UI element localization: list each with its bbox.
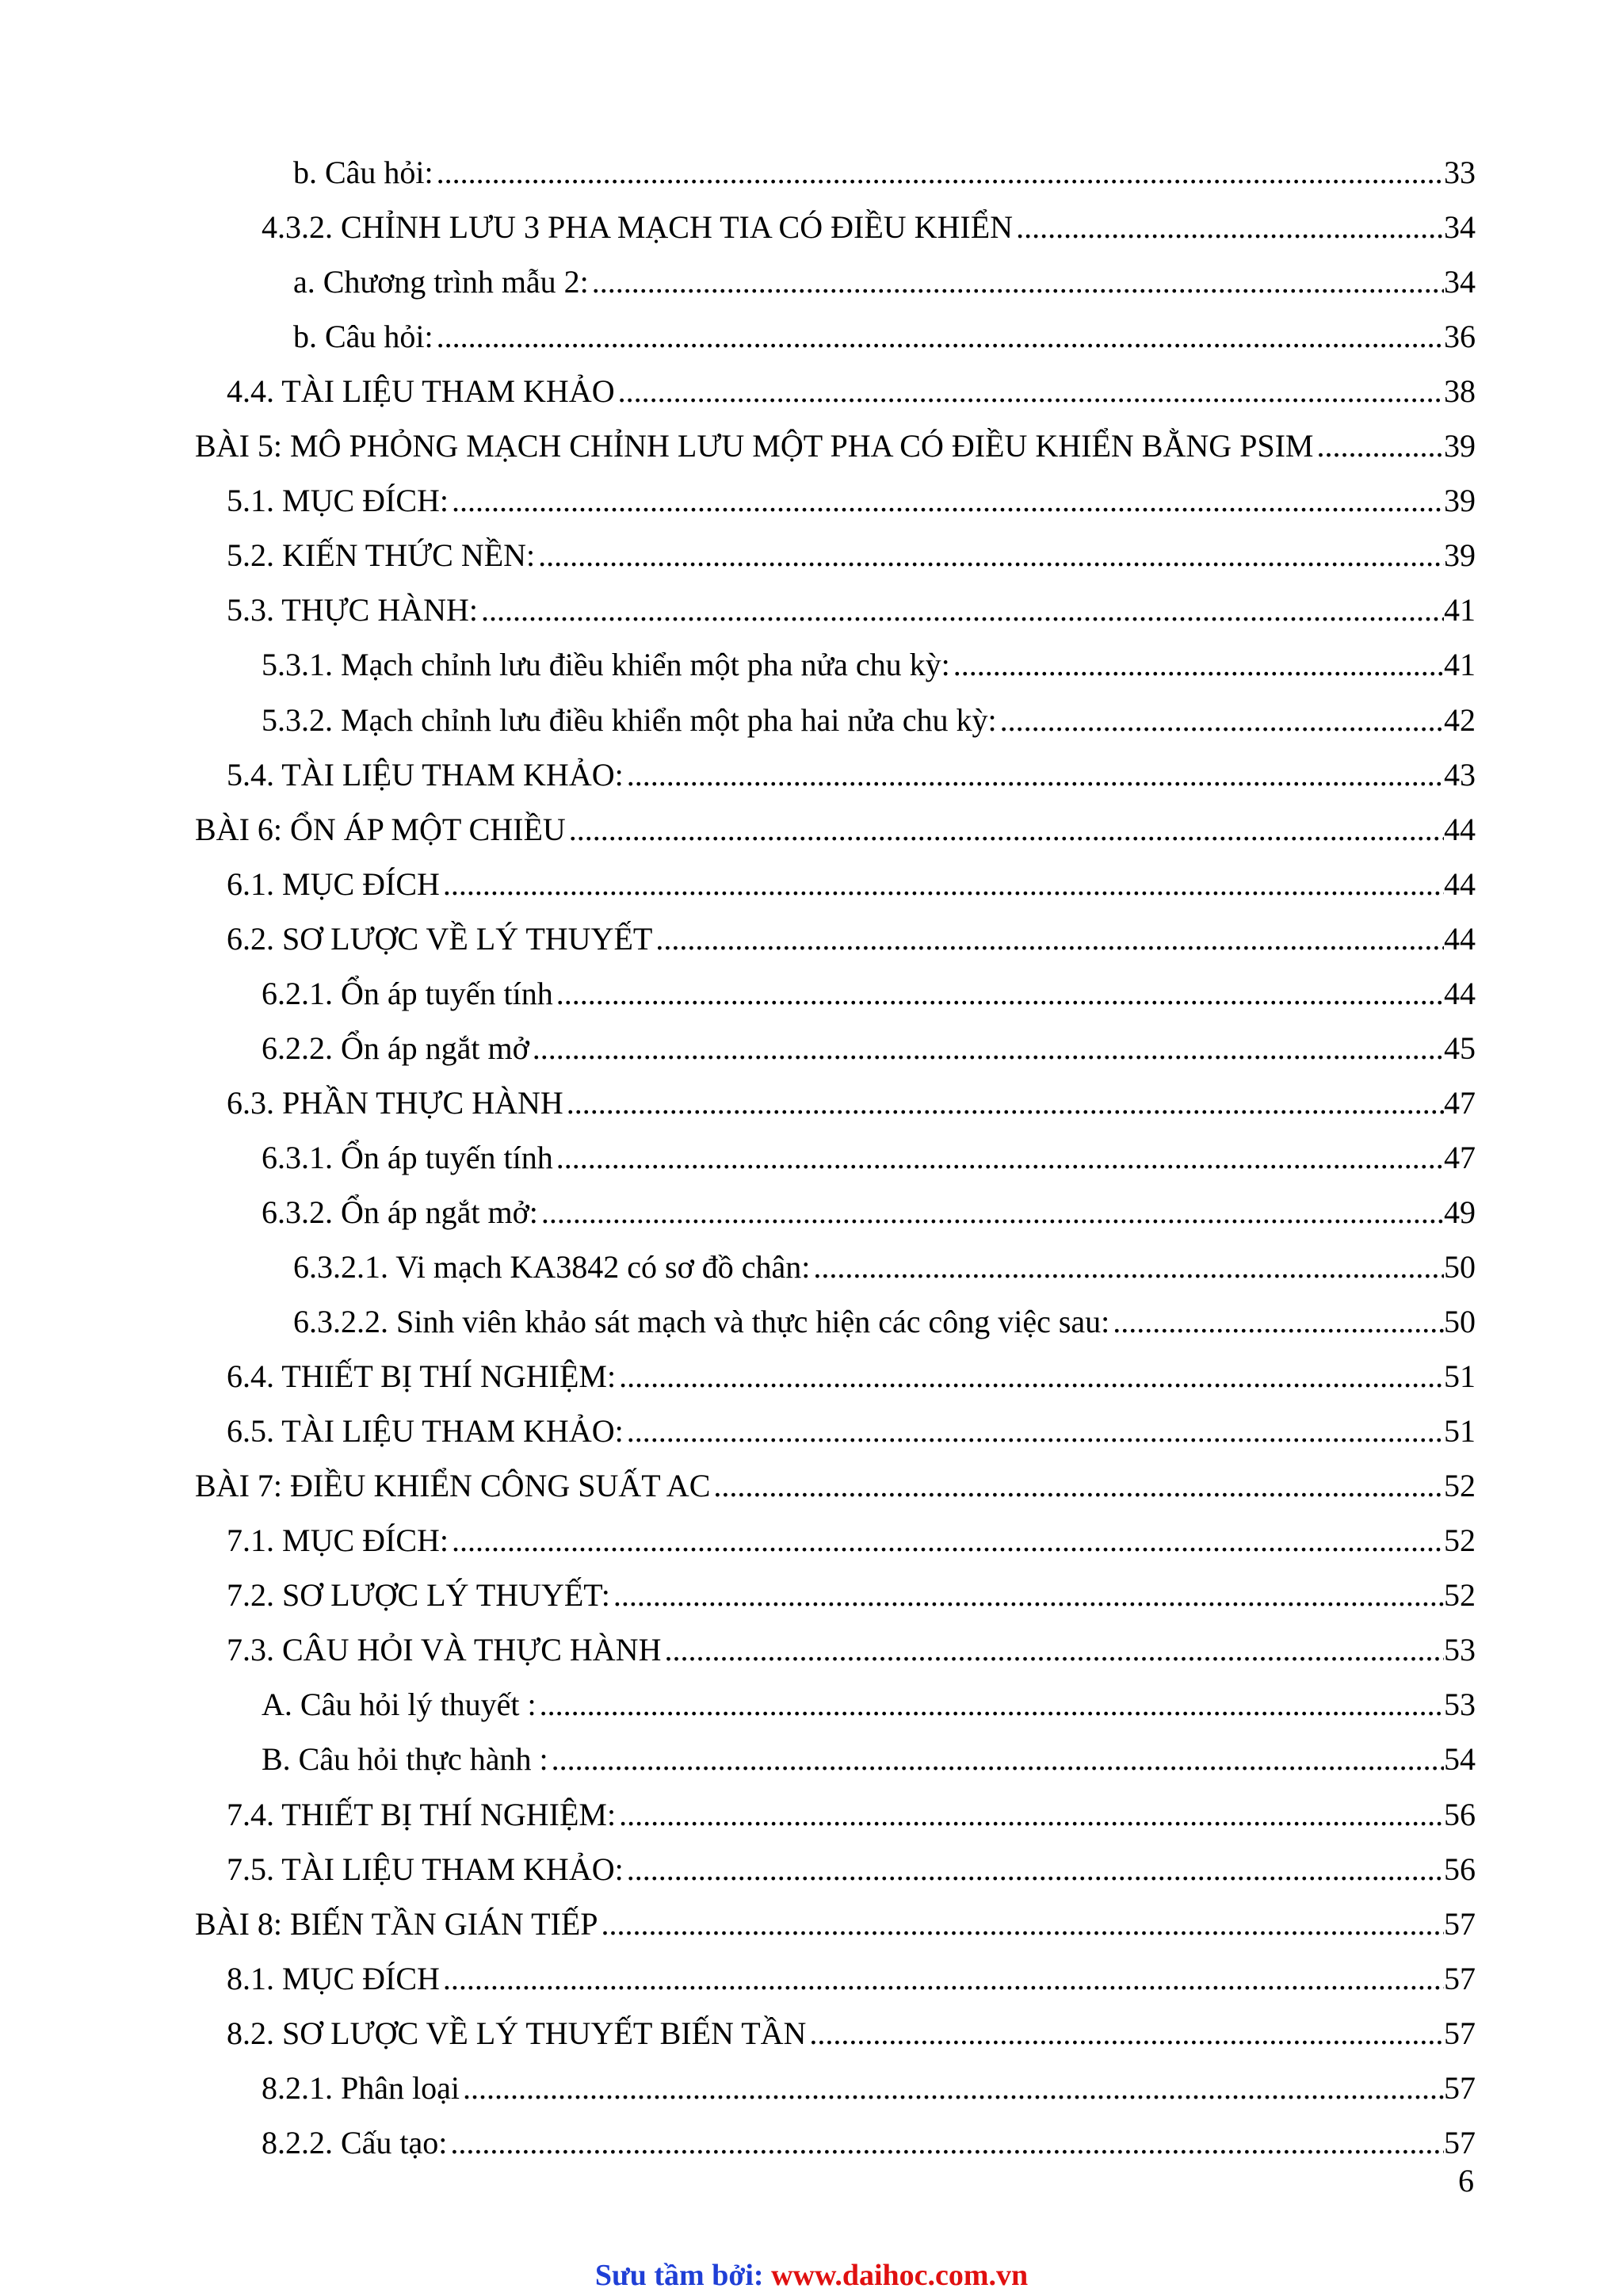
toc-entry-page: 45: [1444, 1030, 1476, 1066]
toc-entry-page: 38: [1444, 373, 1476, 410]
toc-entry-page: 52: [1444, 1522, 1476, 1559]
toc-entry-page: 36: [1444, 319, 1476, 355]
toc-entry[interactable]: [262, 2066, 1476, 2111]
toc-dot-leader: [618, 369, 1444, 414]
toc-entry-page: 47: [1444, 1139, 1476, 1175]
toc-entry-page: 49: [1444, 1194, 1476, 1230]
toc-entry[interactable]: [293, 315, 1476, 359]
toc-entry-title: a. Chương trình mẫu 2:: [293, 264, 589, 300]
toc-entry-page: 56: [1444, 1796, 1476, 1832]
toc-entry[interactable]: [227, 1793, 1476, 1837]
toc-entry[interactable]: [227, 479, 1476, 523]
toc-entry[interactable]: [293, 260, 1476, 304]
toc-entry-page: 34: [1444, 264, 1476, 300]
toc-dot-leader: [1016, 205, 1444, 250]
toc-entry-page: 57: [1444, 1905, 1476, 1942]
toc-entry-title: 6.4. THIẾT BỊ THÍ NGHIỆM:: [227, 1358, 617, 1395]
toc-entry-title: 6.3.2.1. Vi mạch KA3842 có sơ đồ chân:: [293, 1249, 811, 1285]
toc-entry[interactable]: [195, 808, 1476, 852]
toc-entry-page: 41: [1444, 592, 1476, 628]
toc-dot-leader: [452, 479, 1444, 523]
toc-dot-leader: [481, 588, 1444, 632]
toc-entry-page: 53: [1444, 1632, 1476, 1668]
toc-entry[interactable]: [262, 1737, 1476, 1782]
toc-entry[interactable]: [227, 588, 1476, 632]
toc-entry-title: 6.5. TÀI LIỆU THAM KHẢO:: [227, 1413, 624, 1450]
toc-entry-title: 6.3.2. Ổn áp ngắt mở:: [262, 1194, 538, 1230]
toc-entry[interactable]: [262, 1136, 1476, 1180]
toc-entry-title: 7.4. THIẾT BỊ THÍ NGHIỆM:: [227, 1796, 617, 1832]
toc-entry-page: 44: [1444, 811, 1476, 847]
toc-entry-page: 57: [1444, 2124, 1476, 2160]
toc-entry-title: 6.3.1. Ổn áp tuyến tính: [262, 1139, 553, 1175]
toc-entry-title: 5.1. MỤC ĐÍCH:: [227, 483, 449, 519]
toc-entry-page: 41: [1444, 647, 1476, 683]
toc-entry[interactable]: [227, 1519, 1476, 1563]
toc-dot-leader: [664, 1628, 1444, 1672]
toc-entry[interactable]: [262, 1683, 1476, 1727]
footer-site-link[interactable]: www.daihoc.com.vn: [771, 2259, 1029, 2292]
toc-entry-page: 50: [1444, 1304, 1476, 1340]
toc-dot-leader: [533, 1026, 1444, 1071]
toc-entry-page: 54: [1444, 1741, 1476, 1778]
toc-entry-page: 33: [1444, 155, 1476, 190]
toc-dot-leader: [450, 2121, 1444, 2165]
toc-dot-leader: [540, 1683, 1444, 1727]
toc-entry-title: 5.3.1. Mạch chỉnh lưu điều khiển một pha nửa chu kỳ:: [262, 647, 950, 683]
toc-entry[interactable]: [262, 205, 1476, 250]
toc-dot-leader: [556, 972, 1444, 1016]
page-number: 6: [1458, 2163, 1474, 2199]
toc-entry-page: 52: [1444, 1468, 1476, 1504]
toc-entry-page: 39: [1444, 483, 1476, 519]
toc-dot-leader: [437, 315, 1444, 359]
toc-entry[interactable]: [227, 1081, 1476, 1125]
toc-entry-page: 47: [1444, 1084, 1476, 1121]
toc-entry-title: 7.1. MỤC ĐÍCH:: [227, 1522, 449, 1559]
toc-dot-leader: [567, 1081, 1444, 1125]
toc-entry-title: BÀI 5: MÔ PHỎNG MẠCH CHỈNH LƯU MỘT PHA CÓ ĐIỀU KHIỂN BẰNG PSIM: [195, 428, 1314, 464]
toc-entry[interactable]: [195, 424, 1476, 468]
toc-entry[interactable]: [227, 2011, 1476, 2056]
toc-dot-leader: [713, 1464, 1444, 1508]
toc-entry[interactable]: [227, 1573, 1476, 1618]
toc-entry[interactable]: [293, 151, 1476, 195]
toc-dot-leader: [613, 1573, 1444, 1618]
toc-dot-leader: [1113, 1300, 1444, 1344]
toc-entry-title: 4.4. TÀI LIỆU THAM KHẢO: [227, 373, 615, 410]
toc-dot-leader: [463, 2066, 1444, 2111]
toc-entry-title: B. Câu hỏi thực hành :: [262, 1741, 548, 1778]
toc-dot-leader: [619, 1793, 1444, 1837]
toc-entry-page: 42: [1444, 701, 1476, 738]
toc-dot-leader: [452, 1519, 1444, 1563]
toc-dot-leader: [953, 643, 1444, 687]
toc-entry-title: 5.3. THỰC HÀNH:: [227, 592, 478, 628]
toc-entry-title: 7.5. TÀI LIỆU THAM KHẢO:: [227, 1851, 624, 1887]
toc-entry[interactable]: [293, 1300, 1476, 1344]
toc-dot-leader: [601, 1902, 1445, 1946]
toc-entry-page: 56: [1444, 1851, 1476, 1887]
toc-dot-leader: [813, 1245, 1444, 1289]
toc-entry-page: 50: [1444, 1249, 1476, 1285]
toc-dot-leader: [592, 260, 1444, 304]
toc-entry[interactable]: [262, 1190, 1476, 1235]
toc-entry-title: 6.3. PHẦN THỰC HÀNH: [227, 1084, 563, 1121]
toc-entry-title: A. Câu hỏi lý thuyết :: [262, 1687, 537, 1723]
toc-entry[interactable]: [227, 917, 1476, 961]
toc-entry[interactable]: [227, 862, 1476, 907]
footer-label: Sưu tầm bởi:: [594, 2259, 764, 2292]
toc-entry-title: 8.2.2. Cấu tạo:: [262, 2124, 448, 2160]
toc-entry-page: 43: [1444, 756, 1476, 793]
toc-entry[interactable]: [262, 643, 1476, 687]
toc-dot-leader: [619, 1354, 1444, 1399]
toc-dot-leader: [437, 151, 1444, 195]
toc-entry[interactable]: [227, 1409, 1476, 1454]
toc-entry[interactable]: [262, 1026, 1476, 1071]
toc-dot-leader: [556, 1136, 1444, 1180]
toc-entry-title: 8.2.1. Phân loại: [262, 2069, 460, 2106]
toc-entry-page: 57: [1444, 2069, 1476, 2106]
toc-dot-leader: [541, 1190, 1444, 1235]
toc-entry-page: 53: [1444, 1687, 1476, 1723]
toc-entry[interactable]: [293, 1245, 1476, 1289]
toc-entry-title: 7.2. SƠ LƯỢC LÝ THUYẾT:: [227, 1577, 610, 1614]
toc-entry-title: b. Câu hỏi:: [293, 155, 433, 190]
toc-dot-leader: [655, 917, 1444, 961]
toc-dot-leader: [809, 2011, 1444, 2056]
toc-entry-title: 8.1. MỤC ĐÍCH: [227, 1960, 440, 1996]
toc-entry-title: 5.4. TÀI LIỆU THAM KHẢO:: [227, 756, 624, 793]
toc-entry-title: BÀI 7: ĐIỀU KHIỂN CÔNG SUẤT AC: [195, 1468, 711, 1504]
toc-dot-leader: [443, 1957, 1444, 2001]
toc-dot-leader: [627, 1847, 1444, 1892]
toc-entry-title: 6.2.1. Ổn áp tuyến tính: [262, 975, 553, 1011]
toc-entry-title: 7.3. CÂU HỎI VÀ THỰC HÀNH: [227, 1632, 662, 1668]
toc-entry[interactable]: [227, 1628, 1476, 1672]
toc-entry[interactable]: [227, 1957, 1476, 2001]
toc-entry-title: 6.2.2. Ổn áp ngắt mở: [262, 1030, 529, 1066]
toc-dot-leader: [1316, 424, 1444, 468]
toc-entry[interactable]: [262, 2121, 1476, 2165]
toc-entry[interactable]: [227, 1847, 1476, 1892]
footer-credit: [0, 2257, 1623, 2294]
toc-entry-title: 6.2. SƠ LƯỢC VỀ LÝ THUYẾT: [227, 920, 653, 957]
toc-entry[interactable]: [227, 1354, 1476, 1399]
toc-entry-title: b. Câu hỏi:: [293, 319, 433, 355]
toc-entry-title: 6.1. MỤC ĐÍCH: [227, 865, 440, 902]
toc-entry-title: 5.3.2. Mạch chỉnh lưu điều khiển một pha hai nửa chu kỳ:: [262, 701, 997, 738]
toc-entry[interactable]: [227, 533, 1476, 578]
toc-entry-page: 39: [1444, 428, 1476, 464]
toc-entry-title: 5.2. KIẾN THỨC NỀN:: [227, 537, 536, 574]
toc-entry[interactable]: [262, 698, 1476, 743]
toc-dot-leader: [627, 753, 1444, 797]
toc-entry-page: 57: [1444, 1960, 1476, 1996]
toc-entry-page: 44: [1444, 865, 1476, 902]
toc-entry-title: 8.2. SƠ LƯỢC VỀ LÝ THUYẾT BIẾN TẦN: [227, 2015, 807, 2051]
toc-entry-title: BÀI 8: BIẾN TẦN GIÁN TIẾP: [195, 1905, 598, 1942]
toc-entry[interactable]: [227, 753, 1476, 797]
toc-entry-page: 57: [1444, 2015, 1476, 2051]
toc-entry-page: 44: [1444, 975, 1476, 1011]
toc-dot-leader: [538, 533, 1444, 578]
toc-entry-title: 4.3.2. CHỈNH LƯU 3 PHA MẠCH TIA CÓ ĐIỀU KHIỂN: [262, 209, 1014, 246]
toc-entry-page: 44: [1444, 920, 1476, 957]
toc-entry-title: 6.3.2.2. Sinh viên khảo sát mạch và thực hiện các công việc sau:: [293, 1304, 1110, 1340]
toc-entry-page: 34: [1444, 209, 1476, 246]
toc-entry[interactable]: [195, 1464, 1476, 1508]
toc-entry-page: 52: [1444, 1577, 1476, 1614]
toc-entry[interactable]: [262, 972, 1476, 1016]
toc-dot-leader: [552, 1737, 1444, 1782]
toc-entry-page: 51: [1444, 1413, 1476, 1450]
toc-entry[interactable]: [195, 1902, 1476, 1946]
toc-dot-leader: [627, 1409, 1444, 1454]
toc-dot-leader: [569, 808, 1444, 852]
toc-entry-title: BÀI 6: ỔN ÁP MỘT CHIỀU: [195, 811, 566, 847]
toc-entry-page: 39: [1444, 537, 1476, 574]
toc-dot-leader: [443, 862, 1444, 907]
toc-entry-page: 51: [1444, 1358, 1476, 1395]
toc-dot-leader: [1000, 698, 1444, 743]
toc-entry[interactable]: [227, 369, 1476, 414]
